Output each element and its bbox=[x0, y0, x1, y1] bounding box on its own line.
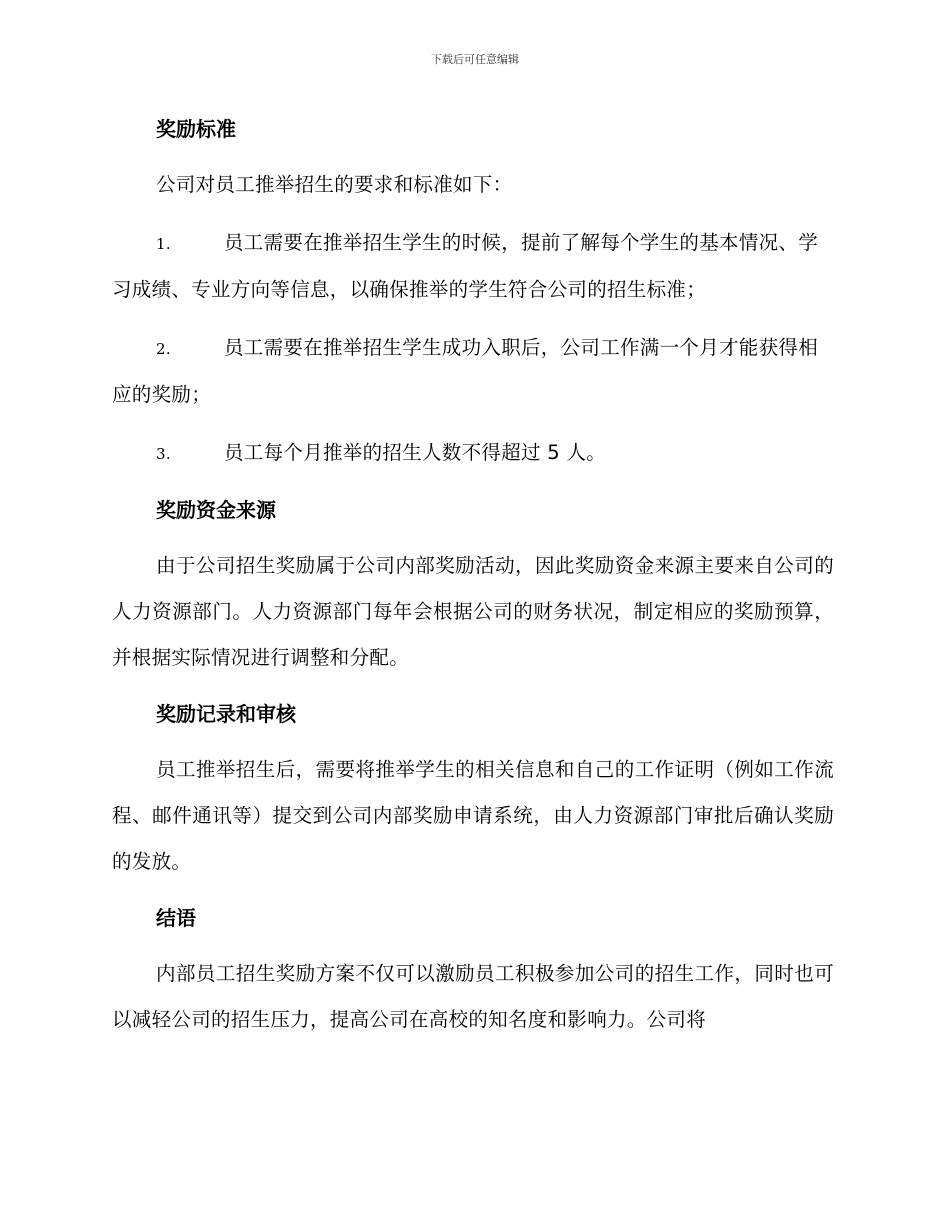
section-intro: 公司对员工推举招生的要求和标准如下： bbox=[156, 173, 513, 196]
list-item bbox=[112, 430, 834, 477]
section-body: 内部员工招生奖励方案不仅可以激励员工积极参加公司的招生工作，同时也可以减轻公司的招生压力，提高公司在高校的知名度和影响力。公司将 bbox=[112, 962, 834, 1031]
list-item-text: 员工每个月推举的招生人数不得超过 5 人。 bbox=[224, 441, 607, 464]
list-item-text: 员工需要在推举招生学生成功入职后，公司工作满一个月才能获得相应的奖励； bbox=[112, 336, 819, 406]
section-heading-fund-source: 奖励资金来源 bbox=[156, 498, 276, 522]
section-heading-conclusion: 结语 bbox=[156, 906, 196, 930]
list-item bbox=[112, 325, 834, 418]
section-heading-reward-standard: 奖励标准 bbox=[156, 117, 236, 141]
section-body: 由于公司招生奖励属于公司内部奖励活动，因此奖励资金来源主要来自公司的人力资源部门。人力资源部门每年会根据公司的财务状况，制定相应的奖励预算，并根据实际情况进行调整和分配。 bbox=[112, 554, 834, 669]
section-body: 员工推举招生后，需要将推举学生的相关信息和自己的工作证明（例如工作流程、邮件通讯等）提交到公司内部奖励申请系统，由人力资源部门审批后确认奖励的发放。 bbox=[112, 758, 834, 873]
document-body bbox=[112, 106, 834, 1043]
section-heading-record-review: 奖励记录和审核 bbox=[156, 702, 296, 726]
list-item bbox=[112, 220, 834, 313]
page-header: 下载后可任意编辑 bbox=[431, 53, 519, 66]
list-item-text: 员工需要在推举招生学生的时候，提前了解每个学生的基本情况、学习成绩、专业方向等信息，以确保推举的学生符合公司的招生标准； bbox=[112, 231, 819, 301]
list-number: 2. bbox=[156, 340, 171, 358]
list-number: 1. bbox=[156, 235, 171, 253]
list-number: 3. bbox=[156, 445, 171, 463]
